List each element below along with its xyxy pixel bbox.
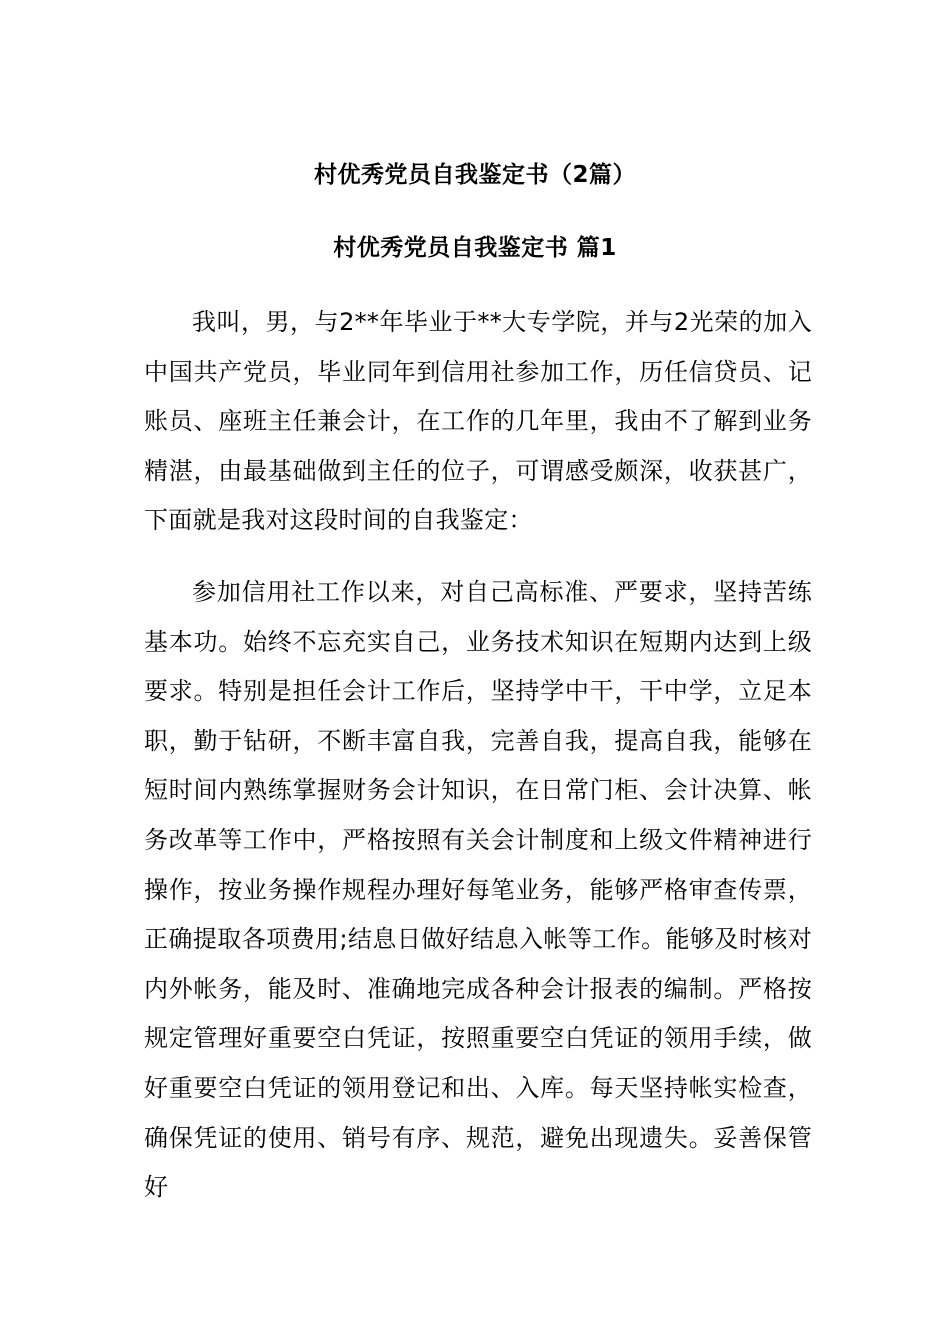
document-title: 村优秀党员自我鉴定书（2篇） [313, 162, 636, 188]
body-paragraph-1: 我叫，男，与2**年毕业于**大专学院，并与2光荣的加入中国共产党员，毕业同年到信用社参加工作，历任信贷员、记账员、座班主任兼会计，在工作的几年里，我由不了解到业务精湛，由最基础做到主任的位子，可谓感受颇深，收获甚广，下面就是我对这段时间的自我鉴定： [144, 308, 812, 535]
section-heading: 村优秀党员自我鉴定书 篇1 [333, 235, 617, 261]
body-paragraph-2: 参加信用社工作以来，对自己高标准、严要求，坚持苦练基本功。始终不忘充实自己，业务技术知识在短期内达到上级要求。特别是担任会计工作后，坚持学中干，干中学，立足本职，勤于钻研，不断丰富自我，完善自我，提高自我，能够在短时间内熟练掌握财务会计知识，在日常门柜、会计决算、帐务改革等工作中，严格按照有关会计制度和上级文件精神进行操作，按业务操作规程办理好每笔业务，能够严格审查传票，正确提取各项费用;结息日做好结息入帐等工作。能够及时核对内外帐务，能及时、准确地完成各种会计报表的编制。严格按规定管理好重要空白凭证，按照重要空白凭证的领用手续，做好重要空白凭证的领用登记和出、入库。每天坚持帐实检查，确保凭证的使用、销号有序、规范，避免出现遗失。妥善保管好 [144, 578, 812, 1202]
